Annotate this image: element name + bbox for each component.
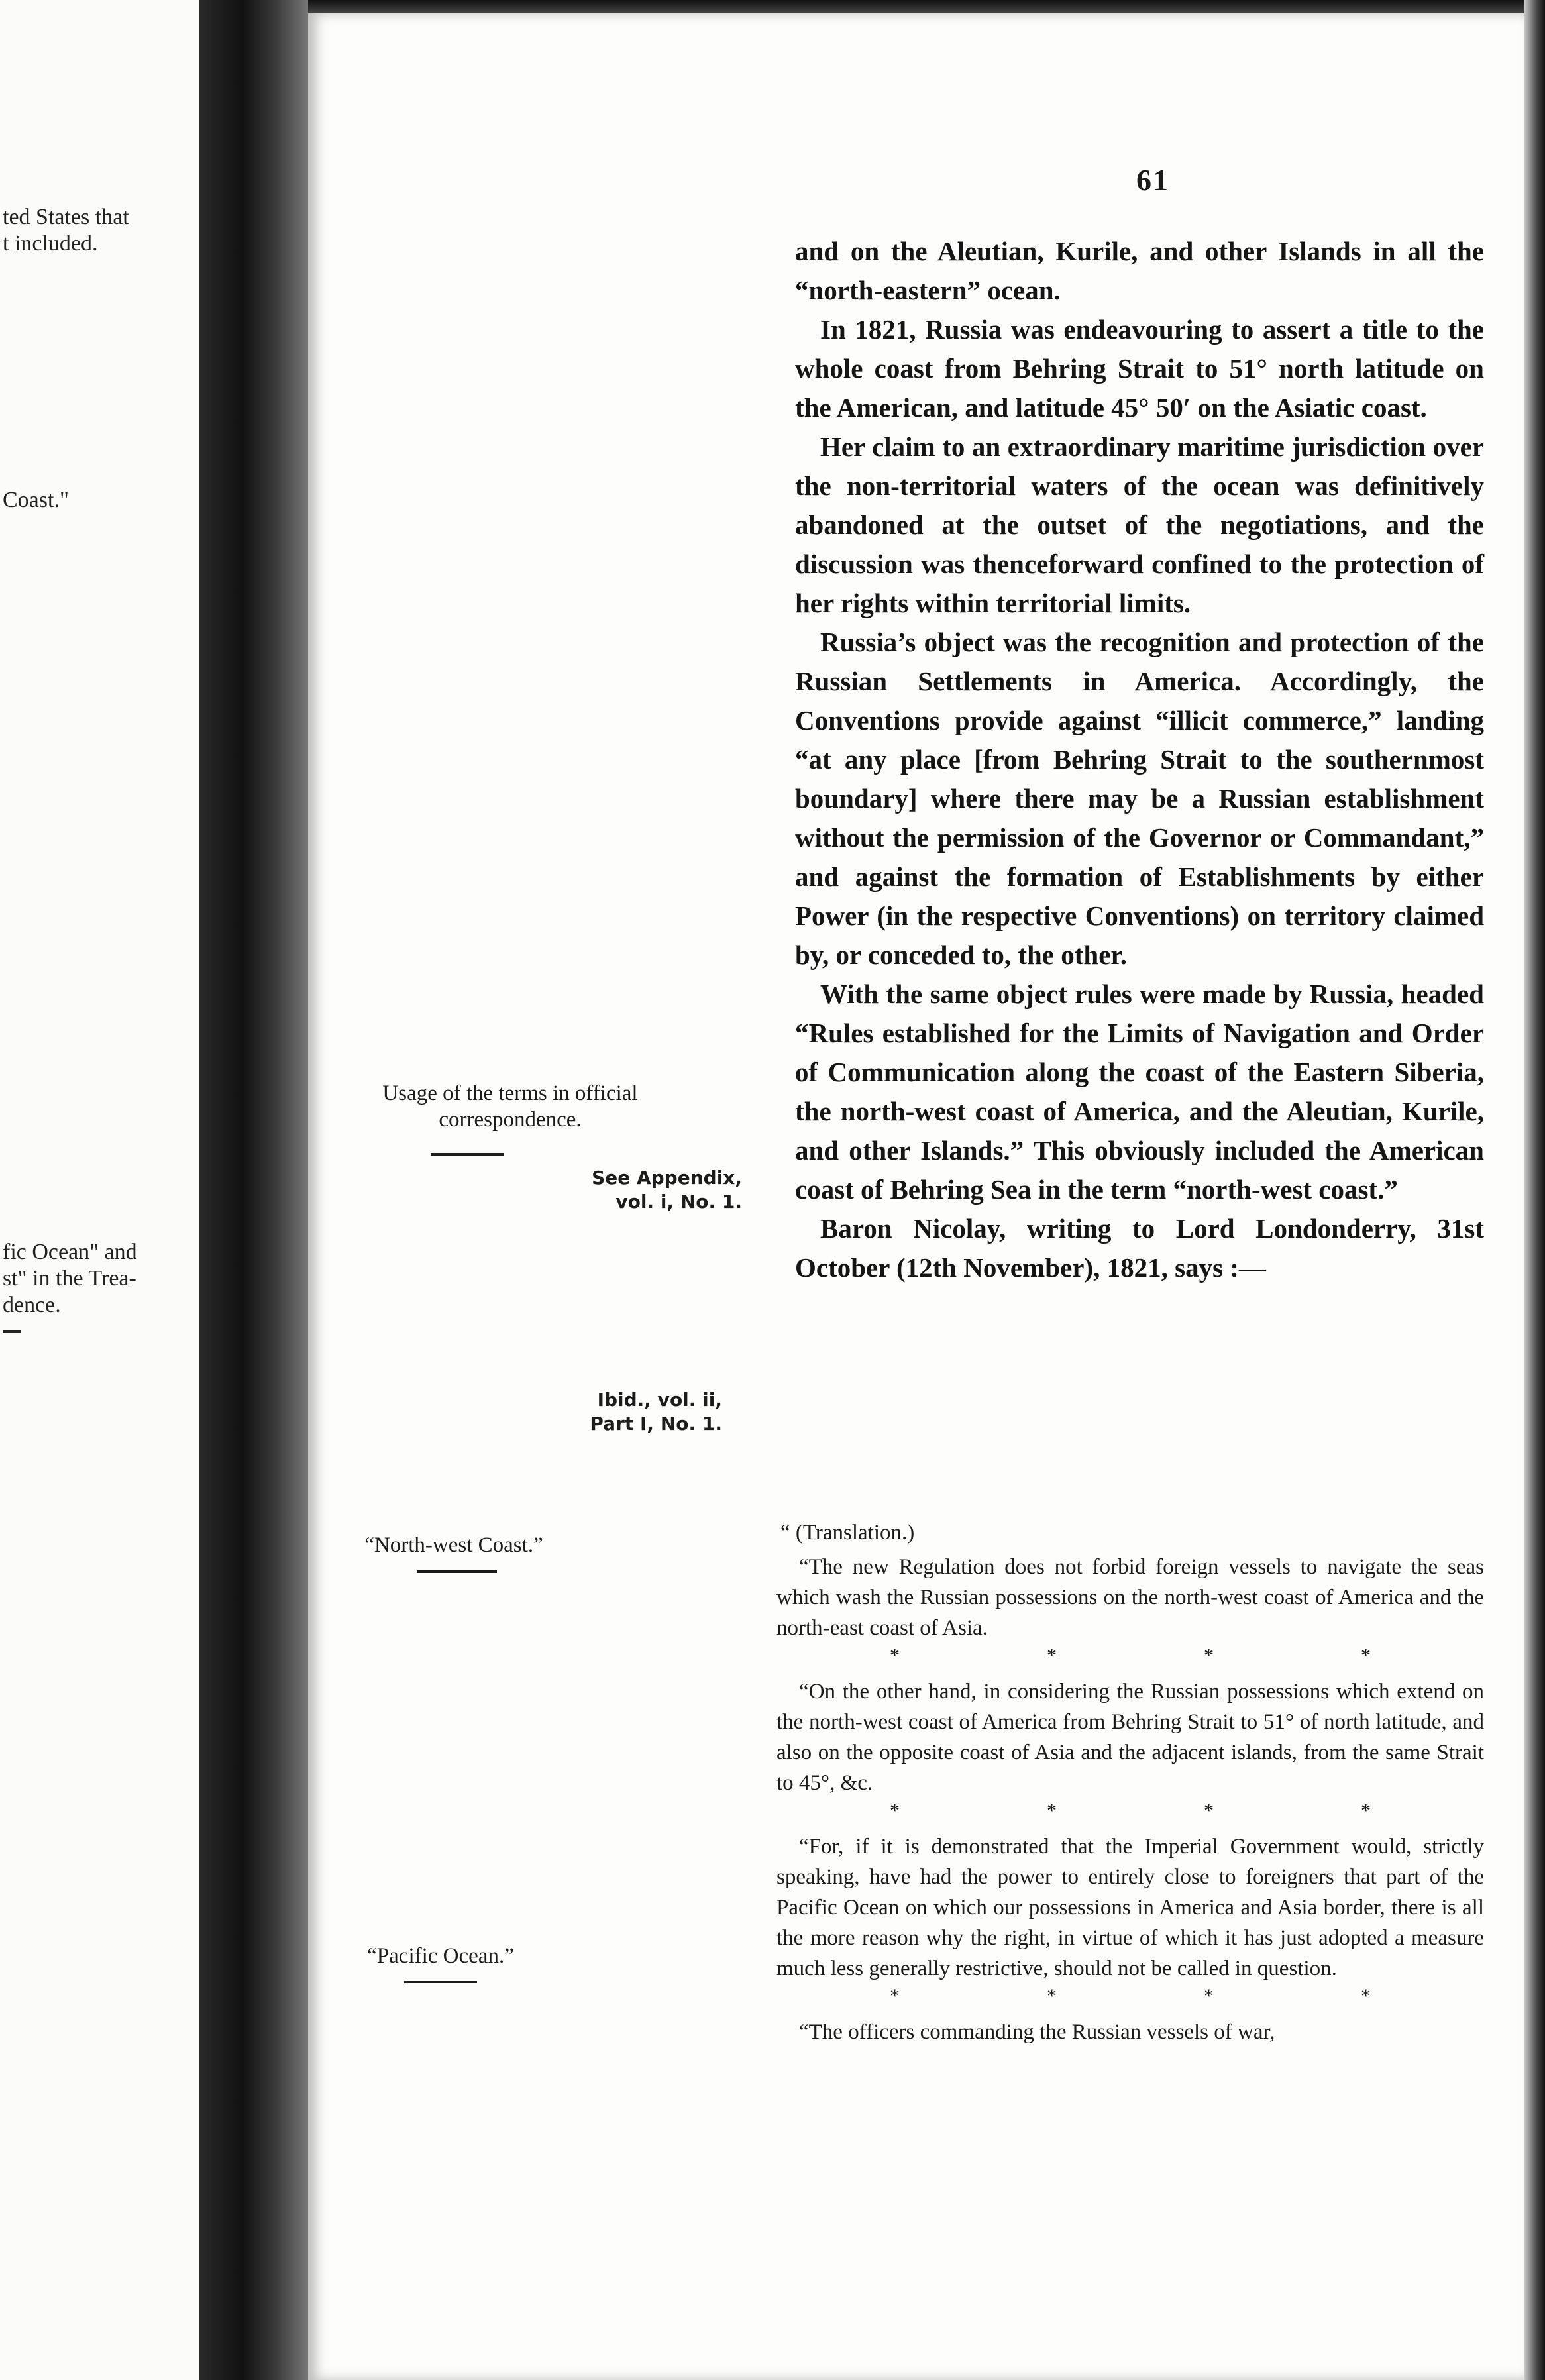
paragraph-5: With the same object rules were made by Russia, headed “Rules established for the Limits of Navigation and Order of Communication along the coast of the Eastern Siberia, the north-west coast of America, and the Aleutian, Kurile, and other Islands.” This obviously included the American coast of Behring Sea in the term “north-west coast.” [795,979,1484,1205]
left-fragment-5: st" in the Trea- [3,1266,136,1291]
left-page [0,0,199,2380]
left-fragment-2: t included. [3,231,98,256]
extract-paragraph-3: “For, if it is demonstrated that the Imperial Government would, strictly speaking, have had the power to entirely close to foreigners that part of the Pacific Ocean on which our possessions in America and Asia border, there is all the more reason why the right, in virtue of which it has just adopted a measure much less generally restrictive, should not be called in question. [776,1835,1484,1980]
main-text-column [795,232,1484,1287]
sidenote-pacific-ocean: “Pacific Ocean.” [367,1944,514,1968]
paragraph-2: In 1821, Russia was endeavouring to assert a title to the whole coast from Behring Strait to 51° north latitude on the American, and latitude 45° 50′ on the Asiatic coast. [795,314,1484,423]
star: * [1361,1800,1371,1821]
star: * [1361,1645,1371,1666]
sidenote-rule [417,1570,497,1573]
ellipsis-stars [816,1800,1444,1822]
sidenote-rule [404,1981,477,1983]
left-fragment-4: fic Ocean" and [3,1240,137,1264]
paragraph-1: and on the Aleutian, Kurile, and other Islands in all the “north-eastern” ocean. [795,236,1484,305]
ellipsis-stars [816,1645,1444,1667]
sidenote-see-appendix-line1: See Appendix, [592,1167,742,1189]
star: * [890,1800,900,1821]
left-rule [3,1330,21,1333]
sidenote-ibid-line1: Ibid., vol. ii, [597,1389,722,1411]
page-right-edge [1524,0,1545,2380]
star: * [1204,1800,1214,1821]
page-number: 61 [1136,163,1169,197]
left-fragment-3: Coast." [3,488,69,512]
sidenote-north-west-coast: “North-west Coast.” [364,1533,543,1557]
paragraph-6: Baron Nicolay, writing to Lord Londonderry, 31st October (12th November), 1821, says :— [795,1213,1484,1283]
paragraph-4: Russia’s object was the recognition and protection of the Russian Settlements in America. Accordingly, the Conventions provide against “illicit commerce,” landing “at any place [from Behring Strait to the southernmost boundary] where there may be a Russian establishment without the permission of the Governor or Commandant,” and against the formation of Establishments by either Power (in the respective Conventions) on territory claimed by, or conceded to, the other. [795,627,1484,970]
extract-paragraph-4: “The officers commanding the Russian vessels of war, [799,2020,1275,2044]
translation-extract [776,1517,1484,2047]
star: * [1361,1985,1371,2007]
star: * [890,1985,900,2007]
star: * [1047,1985,1057,2007]
star: * [1204,1645,1214,1666]
paragraph-3: Her claim to an extraordinary maritime jurisdiction over the non-territorial waters of the ocean was definitively abandoned at the outset of the negotiations, and the discussion was thenceforward confined to the protection of her rights within territorial limits. [795,431,1484,618]
sidenote-usage: Usage of the terms in official correspondence. [382,1081,638,1132]
ellipsis-stars [816,1985,1444,2008]
sidenote-see-appendix-line2: vol. i, No. 1. [615,1191,742,1213]
sidenote-ibid-line2: Part I, No. 1. [590,1413,722,1434]
star: * [1047,1800,1057,1821]
left-fragment-1: ted States that [3,205,129,229]
sidenote-rule [431,1153,504,1156]
extract-paragraph-2: “On the other hand, in considering the Russian possessions which extend on the north-west coast of America from Behring Strait to 51° of north latitude, and also on the opposite coast of Asia and the adjacent islands, from the same Strait to 45°, &c. [776,1680,1484,1795]
extract-paragraph-1: “The new Regulation does not forbid foreign vessels to navigate the seas which wash the Russian possessions on the north-west coast of America and the north-east coast of Asia. [776,1555,1484,1640]
star: * [1047,1645,1057,1666]
star: * [890,1645,900,1666]
star: * [1204,1985,1214,2007]
extract-heading: “ (Translation.) [780,1521,915,1544]
book-gutter [199,0,308,2380]
left-fragment-6: dence. [3,1293,61,1317]
